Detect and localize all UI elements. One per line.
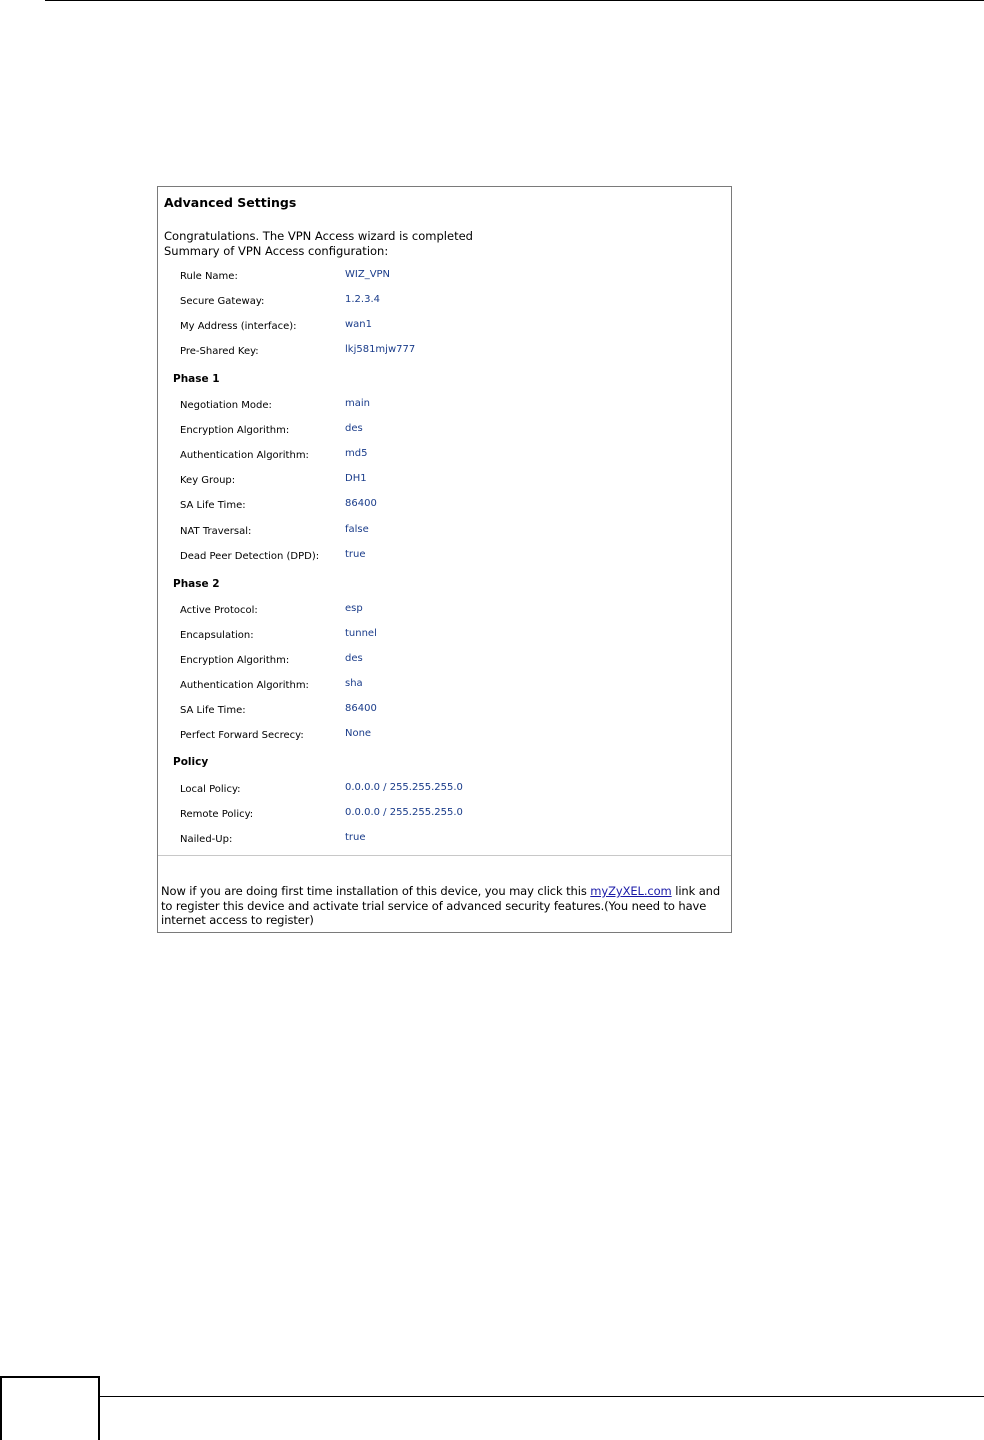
pre-shared-key-value: lkj581mjw777	[345, 344, 416, 355]
remote-policy-label: Remote Policy:	[180, 809, 254, 820]
footer-divider	[158, 855, 731, 856]
policy-heading: Policy	[173, 756, 209, 768]
phase1-sa-life-time-label: SA Life Time:	[180, 500, 246, 511]
phase1-authentication-label: Authentication Algorithm:	[180, 450, 309, 461]
rule-name-label: Rule Name:	[180, 271, 238, 282]
secure-gateway-label: Secure Gateway:	[180, 296, 265, 307]
dpd-value: true	[345, 549, 366, 560]
completion-message: Congratulations. The VPN Access wizard is completed	[164, 229, 473, 243]
panel-title: Advanced Settings	[164, 195, 297, 210]
myzyxel-link[interactable]: myZyXEL.com	[590, 884, 672, 898]
pfs-label: Perfect Forward Secrecy:	[180, 730, 304, 741]
phase1-encryption-label: Encryption Algorithm:	[180, 425, 290, 436]
page-number-box	[0, 1376, 100, 1440]
encapsulation-value: tunnel	[345, 628, 377, 639]
phase1-encryption-value: des	[345, 423, 363, 434]
registration-text-before: Now if you are doing first time installation of this device, you may click this	[161, 884, 591, 898]
nat-traversal-value: false	[345, 524, 369, 535]
nailed-up-label: Nailed-Up:	[180, 834, 233, 845]
phase2-heading: Phase 2	[173, 578, 220, 590]
phase2-authentication-value: sha	[345, 678, 363, 689]
my-address-label: My Address (interface):	[180, 321, 297, 332]
phase2-sa-life-time-value: 86400	[345, 703, 377, 714]
phase2-encryption-value: des	[345, 653, 363, 664]
phase2-sa-life-time-label: SA Life Time:	[180, 705, 246, 716]
nailed-up-value: true	[345, 832, 366, 843]
summary-heading: Summary of VPN Access configuration:	[164, 244, 389, 258]
my-address-value: wan1	[345, 319, 373, 330]
dpd-label: Dead Peer Detection (DPD):	[180, 551, 320, 562]
header-rule	[45, 0, 984, 1]
key-group-value: DH1	[345, 473, 367, 484]
negotiation-mode-label: Negotiation Mode:	[180, 400, 272, 411]
key-group-label: Key Group:	[180, 475, 236, 486]
phase1-heading: Phase 1	[173, 373, 220, 385]
phase1-authentication-value: md5	[345, 448, 368, 459]
phase1-sa-life-time-value: 86400	[345, 498, 377, 509]
phase2-encryption-label: Encryption Algorithm:	[180, 655, 290, 666]
active-protocol-value: esp	[345, 603, 363, 614]
pfs-value: None	[345, 728, 372, 739]
negotiation-mode-value: main	[345, 398, 370, 409]
encapsulation-label: Encapsulation:	[180, 630, 254, 641]
registration-text-after: link and to register this device and activate trial service of advanced security features.(You need to have internet access to register)	[161, 884, 721, 927]
local-policy-value: 0.0.0.0 / 255.255.255.0	[345, 782, 463, 793]
phase2-authentication-label: Authentication Algorithm:	[180, 680, 309, 691]
local-policy-label: Local Policy:	[180, 784, 241, 795]
registration-message	[161, 884, 731, 928]
active-protocol-label: Active Protocol:	[180, 605, 258, 616]
remote-policy-value: 0.0.0.0 / 255.255.255.0	[345, 807, 463, 818]
footer-rule	[100, 1396, 984, 1397]
pre-shared-key-label: Pre-Shared Key:	[180, 346, 259, 357]
secure-gateway-value: 1.2.3.4	[345, 294, 380, 305]
rule-name-value: WIZ_VPN	[345, 269, 391, 280]
advanced-settings-panel	[157, 186, 732, 933]
nat-traversal-label: NAT Traversal:	[180, 526, 252, 537]
